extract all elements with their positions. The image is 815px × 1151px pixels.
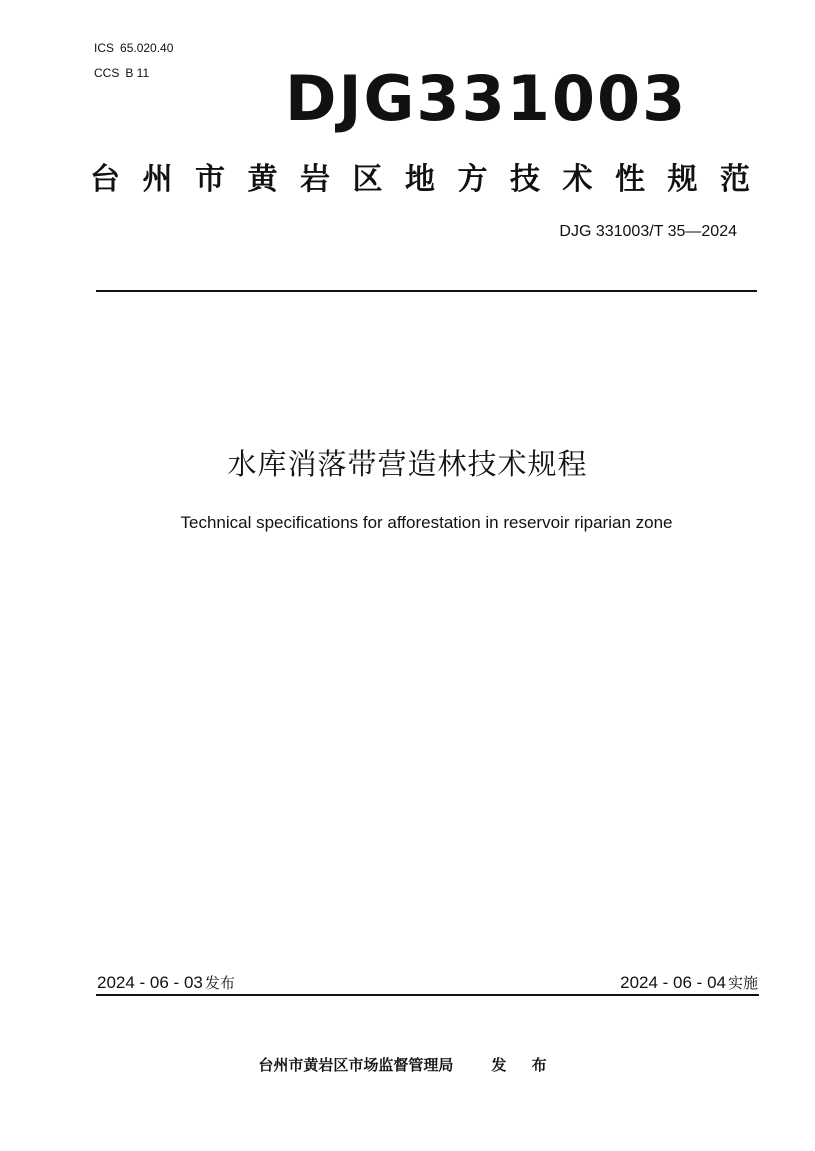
issuer-row <box>0 1054 815 1076</box>
standard-category <box>90 160 750 200</box>
category-char: 范 <box>720 162 750 197</box>
standard-number: DJG 331003/T 35—2024 <box>559 223 737 240</box>
issue-date: 2024 - 06 - 03 <box>97 973 203 992</box>
category-char: 区 <box>352 162 383 197</box>
top-divider <box>96 290 757 292</box>
ccs-classification <box>94 66 149 80</box>
category-char: 市 <box>195 162 225 197</box>
standard-logo: DJG331003 <box>285 64 688 134</box>
category-char: 性 <box>615 162 645 197</box>
category-char: 黄 <box>247 162 278 197</box>
ics-classification <box>94 41 173 55</box>
issue-label: 发布 <box>204 974 235 992</box>
issuer-action: 发 布 <box>491 1056 557 1074</box>
ics-label: ICS <box>94 41 115 55</box>
issuer-name: 台州市黄岩区市场监督管理局 <box>258 1056 454 1074</box>
implementation-date: 2024 - 06 - 04 <box>620 973 726 992</box>
document-title-chinese: 水库消落带营造林技术规程 <box>227 447 588 481</box>
category-char: 技 <box>510 162 540 197</box>
category-char: 台 <box>90 162 120 197</box>
ccs-label: CCS <box>94 66 120 80</box>
category-char: 规 <box>667 162 698 197</box>
ics-value: 65.020.40 <box>120 41 174 55</box>
category-char: 地 <box>405 162 435 197</box>
implementation-label: 实施 <box>727 974 758 992</box>
category-char: 州 <box>142 162 173 197</box>
document-title-english: Technical specifications for afforestation in reservoir riparian zone <box>180 513 673 532</box>
issue-date-row <box>97 972 235 994</box>
implementation-date-row <box>620 972 758 994</box>
bottom-divider <box>96 994 759 996</box>
category-char: 术 <box>562 162 593 197</box>
category-char: 岩 <box>300 162 330 197</box>
ccs-value: B 11 <box>125 66 150 80</box>
category-char: 方 <box>457 162 488 197</box>
